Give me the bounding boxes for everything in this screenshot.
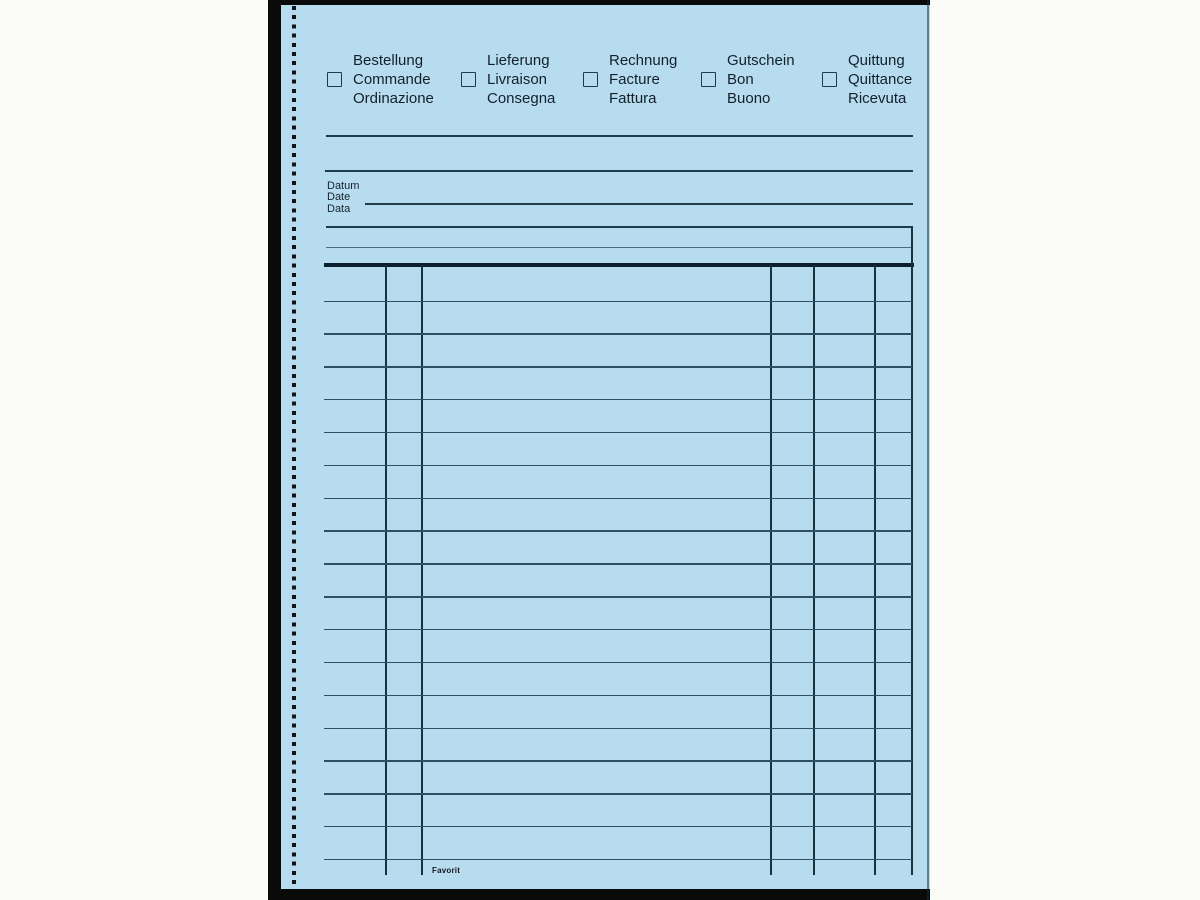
table-row-line bbox=[324, 629, 912, 630]
label-de: Lieferung bbox=[487, 52, 550, 69]
label-de: Rechnung bbox=[609, 52, 678, 69]
table-row-line bbox=[324, 760, 912, 761]
date-label-fr: Date bbox=[327, 191, 351, 204]
label-de: Quittung bbox=[848, 52, 905, 69]
label-it: Consegna bbox=[487, 90, 556, 107]
form-paper bbox=[268, 0, 930, 900]
label-it: Ordinazione bbox=[353, 90, 434, 107]
table-row-line bbox=[324, 399, 912, 400]
table-column-divider bbox=[813, 265, 815, 875]
label-fr: Livraison bbox=[487, 71, 548, 88]
label-fr: Commande bbox=[353, 71, 431, 88]
table-row-line bbox=[324, 826, 912, 827]
table-right-border bbox=[911, 226, 913, 875]
table-row-line bbox=[324, 793, 912, 794]
table-row-line bbox=[324, 432, 912, 433]
table-row-line bbox=[324, 859, 912, 860]
table-row-line bbox=[324, 333, 912, 334]
brand-label: Favorit bbox=[432, 866, 461, 875]
table-column-divider bbox=[770, 265, 772, 875]
label-it: Buono bbox=[727, 90, 771, 107]
table-row-line bbox=[324, 563, 912, 564]
label-it: Fattura bbox=[609, 90, 657, 107]
date-label-de: Datum bbox=[327, 180, 360, 192]
table-row-line bbox=[324, 465, 912, 466]
table-row-line bbox=[324, 366, 912, 367]
table-column-divider bbox=[385, 265, 387, 875]
table-row-line bbox=[324, 728, 912, 729]
table-row-line bbox=[324, 301, 912, 302]
label-fr: Bon bbox=[727, 71, 754, 88]
label-de: Gutschein bbox=[727, 52, 795, 69]
table-row-line bbox=[324, 662, 912, 663]
table-row-line bbox=[324, 596, 912, 597]
table-column-divider bbox=[874, 265, 876, 875]
label-de: Bestellung bbox=[353, 52, 424, 69]
table-column-divider bbox=[421, 265, 423, 875]
date-label-it: Data bbox=[327, 202, 351, 215]
table-row-line bbox=[324, 695, 912, 696]
table-row-line bbox=[324, 498, 912, 499]
label-fr: Quittance bbox=[848, 71, 913, 88]
label-fr: Facture bbox=[609, 71, 660, 88]
label-it: Ricevuta bbox=[848, 90, 907, 107]
table-row-line bbox=[324, 530, 912, 531]
table-grid bbox=[268, 0, 930, 900]
